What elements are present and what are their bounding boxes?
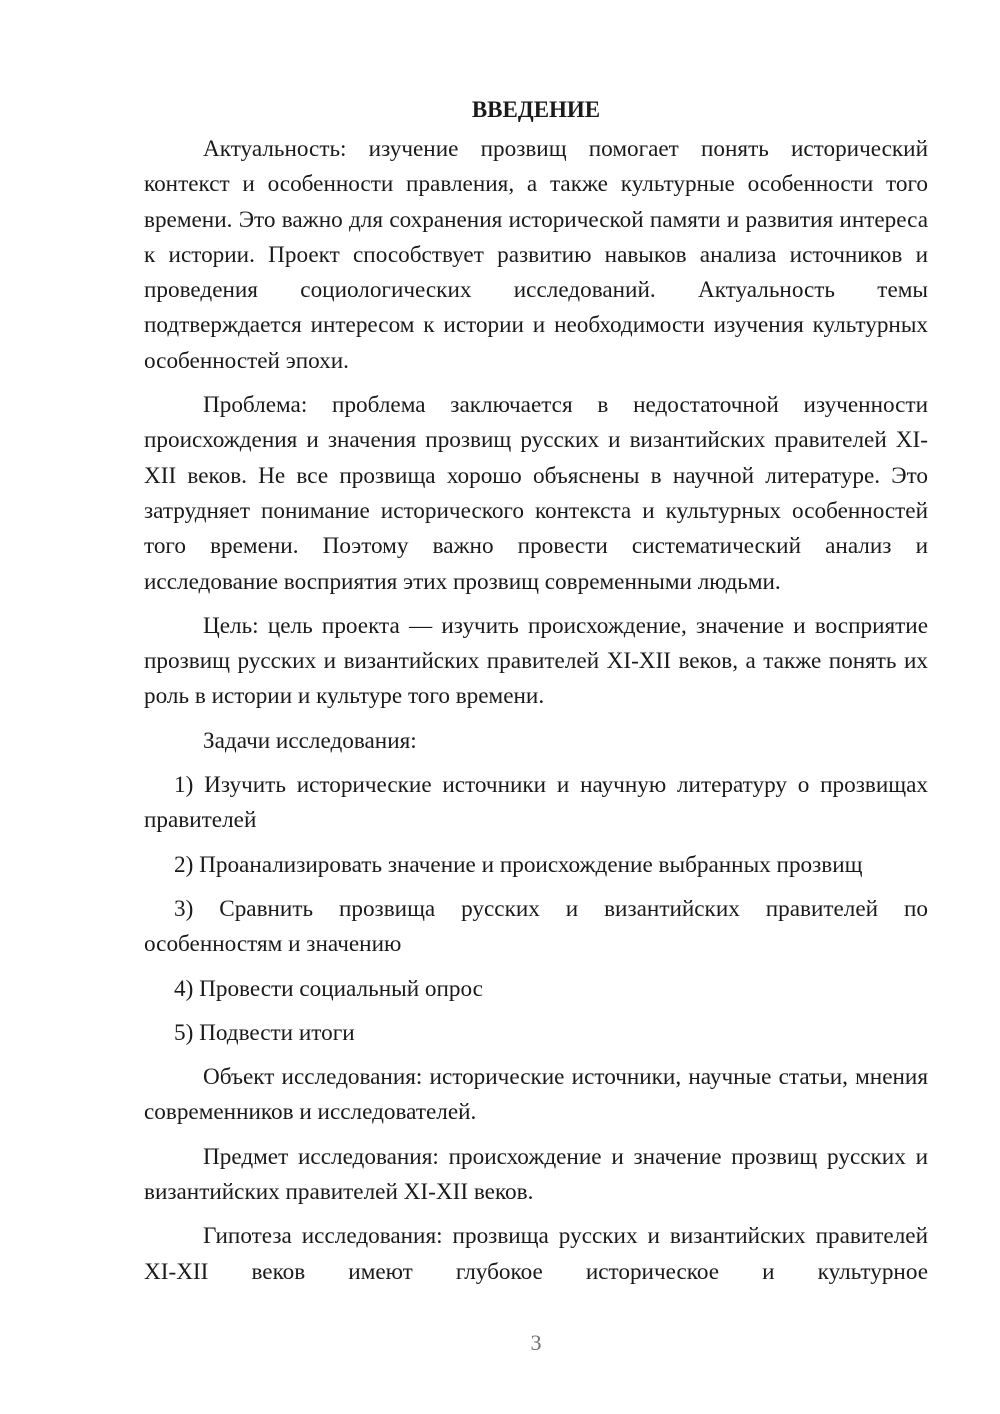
paragraph-relevance: Актуальность: изучение прозвищ помогает понять исторический контекст и особенности правления, а также культурные особенности того времени. Это важно для сохранения исторической памяти и развития интереса к истории. Проект способствует развитию навыков анализа источников и проведения социологических исследований. Актуальность темы подтверждается интересом к истории и необходимости изучения культурных особенностей эпохи.: [144, 136, 928, 374]
paragraph-problem: Проблема: проблема заключается в недостаточной изученности происхождения и значения прозвищ русских и византийских правителей XI-XII веков. Не все прозвища хорошо объяснены в научной литературе. Это затрудняет понимание исторического контекста и культурных особенностей того времени. Поэтому важно провести систематический анализ и исследование восприятия этих прозвищ современными людьми.: [144, 392, 928, 595]
tasks-heading: Задачи исследования:: [203, 727, 417, 754]
paragraph-goal: Цель: цель проекта — изучить происхождение, значение и восприятие прозвищ русских и византийских правителей XI-XII веков, а также понять их роль в истории и культуре того времени.: [144, 612, 928, 710]
task-item-3: 3) Сравнить прозвища русских и византийских правителей по особенностям и значению: [144, 895, 928, 958]
section-heading: ВВЕДЕНИЕ: [471, 97, 601, 122]
task-item-2: 2) Проанализировать значение и происхождение выбранных прозвищ: [174, 851, 863, 878]
paragraph-object: Объект исследования: исторические источники, научные статьи, мнения современников и исследователей.: [144, 1064, 928, 1126]
task-item-1: 1) Изучить исторические источники и научную литературу о прозвищах правителей: [144, 772, 928, 834]
task-item-4: 4) Провести социальный опрос: [174, 975, 483, 1002]
paragraph-hypothesis: Гипотеза исследования: прозвища русских и византийских правителей XI-XII веков имеют глубокое историческое и культурное: [144, 1223, 928, 1285]
page-content: [144, 88, 928, 1299]
page-number: 3: [530, 1330, 542, 1355]
paragraph-subject: Предмет исследования: происхождение и значение прозвищ русских и византийских правителей XI-XII веков.: [144, 1143, 928, 1206]
task-item-5: 5) Подвести итоги: [174, 1019, 355, 1046]
